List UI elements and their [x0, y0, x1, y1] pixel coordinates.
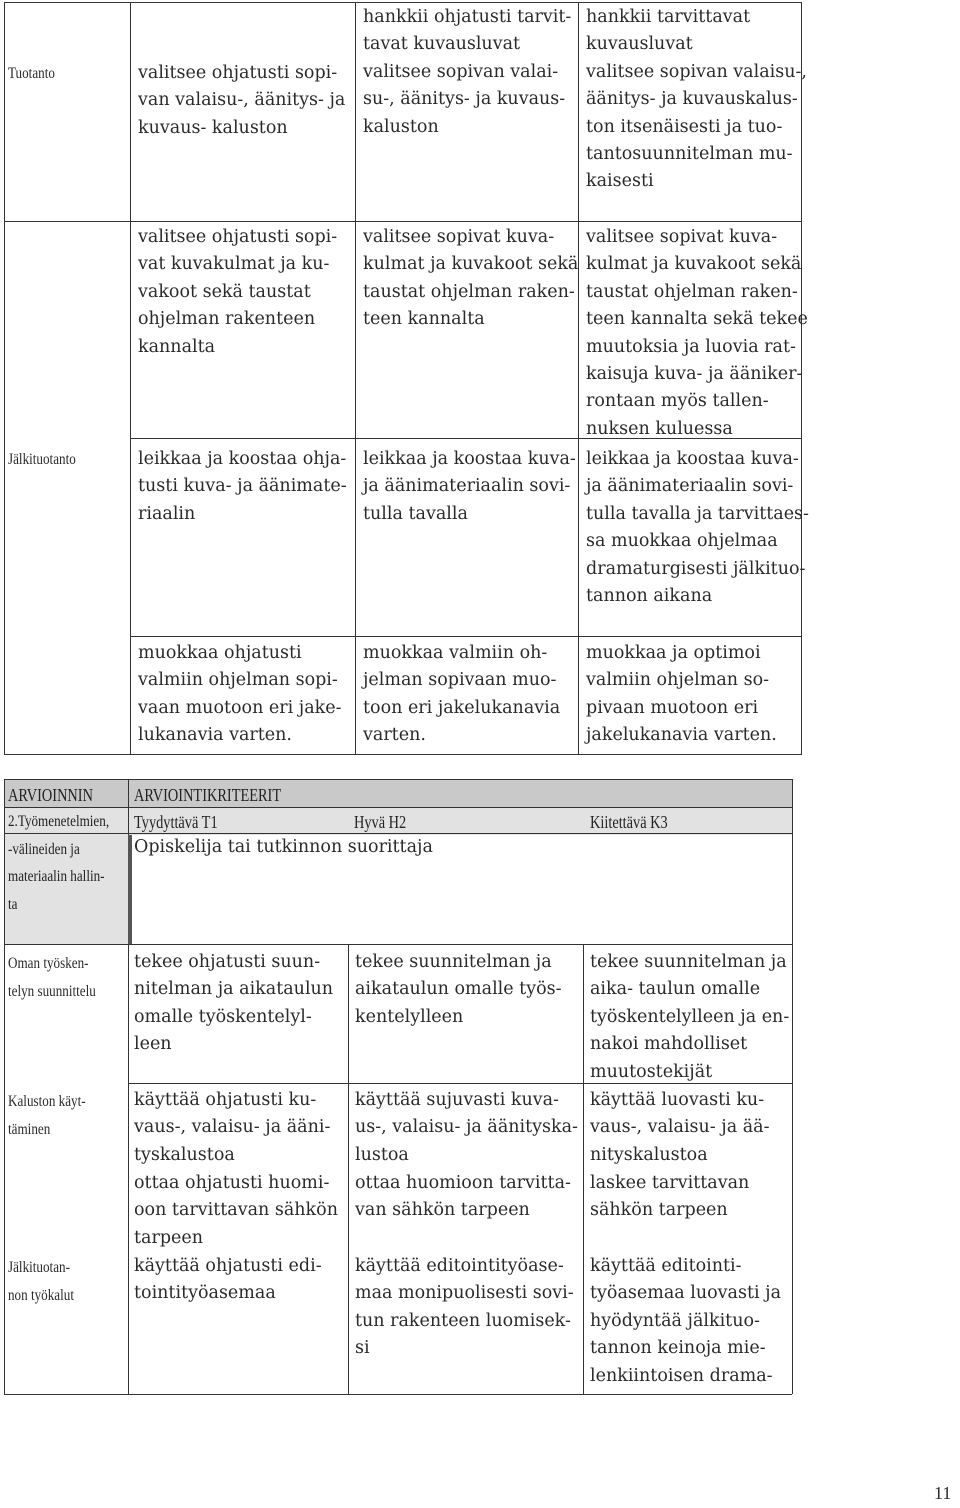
k3-criterion: valitsee sopivat kuva- kulmat ja kuvakoot sekä taustat ohjelman raken- teen kannalta sekä tekee muutoksia ja luovia rat- kaisuja kuva- ja ääniker- rontaan myös tallen- nuksen kuluessa [586, 227, 808, 439]
t1-criterion: valitsee ohjatusti sopi- vat kuvakulmat ja ku- vakoot sekä taustat ohjelman rakenteen kannalta [138, 227, 338, 357]
grade-t1: Tyydyttävä T1 [134, 812, 218, 832]
grade-h2: Hyvä H2 [354, 812, 407, 832]
h2-criterion: leikkaa ja koostaa kuva- ja äänimateriaalin sovi- tulla tavalla [363, 449, 576, 524]
t1-criterion: käyttää ohjatusti edi- tointityöasemaa [134, 1256, 322, 1304]
h2-criterion: valitsee sopivat kuva- kulmat ja kuvakoot sekä taustat ohjelman raken- teen kannalta [363, 227, 579, 330]
h2-criterion: käyttää editointityöase- maa monipuolisesti sovi- tun rakenteen luomisek- si [355, 1256, 574, 1359]
target-label: Oman työsken- telyn suunnittelu [8, 955, 96, 1000]
header-assessment-criteria: ARVIOINTIKRITEERIT [134, 785, 282, 805]
h2-criterion: muokkaa valmiin oh- jelman sopivaan muo- toon eri jakelukanavia varten. [363, 643, 561, 746]
page-number: 11 [934, 1483, 952, 1503]
h2-criterion: käyttää sujuvasti kuva- us-, valaisu- ja äänityska- lustoa [355, 1090, 578, 1165]
k3-criterion: käyttää editointi- työasemaa luovasti ja hyödyntää jälkituo- tannon keinoja mie- lenkiintoisen drama- [590, 1256, 782, 1386]
t1-criterion: tekee ohjatusti suun- nitelman ja aikataulun omalle työskentelyl- leen [134, 952, 334, 1055]
t1-criterion: muokkaa ohjatusti valmiin ohjelman sopi- vaan muotoon eri jake- lukanavia varten. [138, 643, 342, 746]
t1-criterion: leikkaa ja koostaa ohja- tusti kuva- ja äänimate- riaalin [138, 449, 347, 524]
target-label: Kaluston käyt- täminen [8, 1093, 86, 1138]
k3-criterion: leikkaa ja koostaa kuva- ja äänimateriaalin sovi- tulla tavalla ja tarvittaes- sa muokkaa ohjelmaa dramaturgisesti jälkituo- tannon aikana [586, 449, 809, 607]
phase-label: Tuotanto [8, 65, 55, 82]
t1-criterion: ottaa ohjatusti huomi- oon tarvittavan sähkön tarpeen [134, 1173, 338, 1248]
k3-criterion: tekee suunnitelman ja aika- taulun omalle työskentelylleen ja en- nakoi mahdolliset muutostekijät [590, 952, 790, 1082]
h2-criterion: ottaa huomioon tarvitta- van sähkön tarpeen [355, 1173, 571, 1221]
t1-criterion: käyttää ohjatusti ku- vaus-, valaisu- ja ääni- tyskalustoa [134, 1090, 331, 1165]
h2-criterion: hankkii ohjatusti tarvit- tavat kuvausluvat valitsee sopivan valai- su-, äänitys- ja kuvaus- kaluston [363, 7, 572, 137]
t1-criterion: valitsee ohjatusti sopi- van valaisu-, äänitys- ja kuvaus- kaluston [138, 63, 346, 138]
k3-criterion: muokkaa ja optimoi valmiin ohjelman so- pivaan muotoon eri jakelukanavia varten. [586, 643, 777, 746]
k3-criterion: laskee tarvittavan sähkön tarpeen [590, 1173, 750, 1221]
subject-title: 2.Työmenetelmien, -välineiden ja materiaalin hallin- ta [8, 813, 110, 913]
k3-criterion: käyttää luovasti ku- vaus-, valaisu- ja ää- nityskalustoa [590, 1090, 770, 1165]
h2-criterion: tekee suunnitelman ja aikataulun omalle työs- kentelylleen [355, 952, 562, 1027]
k3-criterion: hankkii tarvittavat kuvausluvat valitsee sopivan valaisu-, äänitys- ja kuvauskalus- ton itsenäisesti ja tuo- tantosuunnitelman mu- kaisesti [586, 7, 807, 192]
target-label: Jälkituotan- non työkalut [8, 1259, 74, 1304]
performer-label: Opiskelija tai tutkinnon suorittaja [134, 837, 433, 857]
phase-label: Jälkituotanto [8, 451, 76, 468]
grade-k3: Kiitettävä K3 [590, 812, 668, 832]
header-assessment-target: ARVIOINNIN [8, 785, 93, 805]
